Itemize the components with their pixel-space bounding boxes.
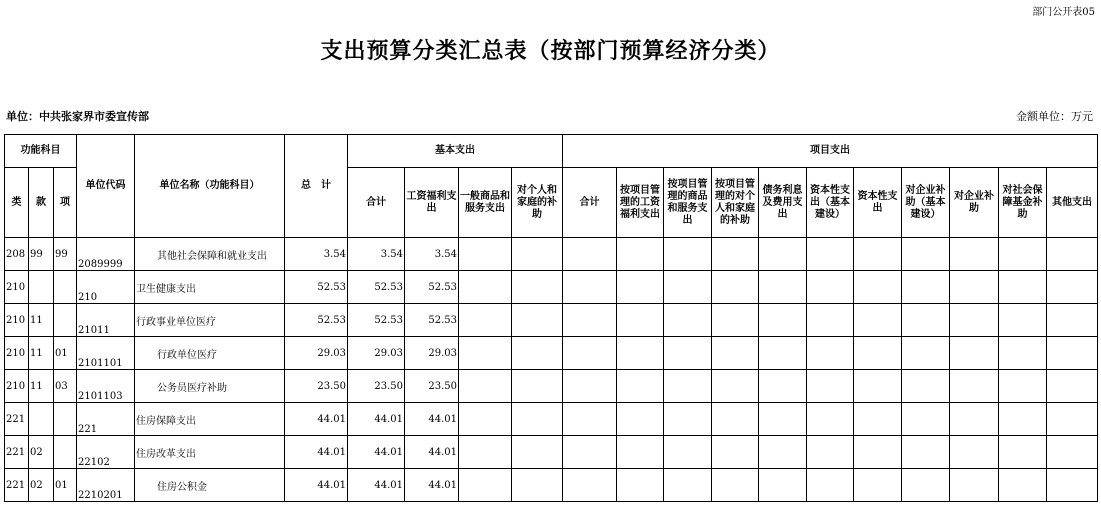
cell-empty [1047,436,1098,469]
cell-lei: 221 [5,436,29,469]
cell-unit-name: 住房保障支出 [135,403,285,436]
cell-empty [617,304,664,337]
cell-empty [854,271,902,304]
cell-empty [563,238,617,271]
group-basic-expense: 基本支出 [348,135,563,168]
cell-empty [854,370,902,403]
cell-kuan: 99 [29,238,54,271]
cell-xiang: 01 [54,469,77,502]
col-basic-subtotal: 合计 [348,168,405,238]
cell-unit-name: 住房改革支出 [135,436,285,469]
cell-empty [807,370,854,403]
cell-empty [902,271,950,304]
cell-empty [512,238,563,271]
cell-empty [807,337,854,370]
cell-unit-name: 其他社会保障和就业支出 [135,238,285,271]
cell-empty [854,469,902,502]
cell-empty [512,370,563,403]
cell-basic-subtotal: 52.53 [348,304,405,337]
cell-empty [759,403,807,436]
cell-empty [950,403,999,436]
cell-empty [459,469,512,502]
cell-unit-code: 2101101 [77,337,135,370]
cell-total: 44.01 [285,436,348,469]
cell-empty [854,238,902,271]
cell-xiang: 99 [54,238,77,271]
cell-unit-name: 公务员医疗补助 [135,370,285,403]
cell-empty [563,403,617,436]
cell-empty [902,370,950,403]
col-basic-wage: 工资福利支出 [405,168,459,238]
table-row [5,337,1098,370]
cell-empty [712,436,759,469]
page-title: 支出预算分类汇总表（按部门预算经济分类） [320,38,781,64]
cell-empty [1047,469,1098,502]
col-proj-goods: 按项目管理的商品和服务支出 [664,168,712,238]
cell-empty [999,271,1047,304]
cell-empty [712,238,759,271]
cell-basic-subtotal: 52.53 [348,271,405,304]
cell-basic-subtotal: 29.03 [348,337,405,370]
cell-empty [664,469,712,502]
col-proj-debt: 债务利息及费用支出 [759,168,807,238]
cell-empty [563,271,617,304]
cell-basic-subtotal: 44.01 [348,436,405,469]
cell-empty [712,271,759,304]
cell-empty [1047,304,1098,337]
cell-basic-subtotal: 3.54 [348,238,405,271]
cell-empty [999,304,1047,337]
col-lei: 类 [5,168,29,238]
cell-empty [617,271,664,304]
table-row [5,403,1098,436]
col-basic-goods: 一般商品和服务支出 [459,168,512,238]
cell-empty [512,304,563,337]
col-basic-personal: 对个人和家庭的补助 [512,168,563,238]
cell-empty [999,436,1047,469]
cell-empty [759,337,807,370]
cell-empty [459,436,512,469]
cell-unit-code: 210 [77,271,135,304]
cell-basic-wage: 44.01 [405,469,459,502]
cell-xiang [54,271,77,304]
cell-empty [854,403,902,436]
cell-empty [902,238,950,271]
group-function-subject: 功能科目 [5,135,77,168]
cell-empty [617,238,664,271]
table-row [5,370,1098,403]
cell-empty [664,370,712,403]
cell-basic-wage: 44.01 [405,436,459,469]
cell-total: 3.54 [285,238,348,271]
budget-table [4,134,1098,502]
cell-empty [563,436,617,469]
cell-total: 44.01 [285,469,348,502]
cell-empty [1047,238,1098,271]
cell-empty [459,271,512,304]
cell-unit-code: 2101103 [77,370,135,403]
col-kuan: 款 [29,168,54,238]
cell-empty [459,370,512,403]
cell-empty [999,469,1047,502]
cell-empty [950,238,999,271]
cell-lei: 210 [5,370,29,403]
cell-empty [712,337,759,370]
col-unit-code: 单位代码 [77,135,135,238]
cell-total: 29.03 [285,337,348,370]
col-total: 总 计 [285,135,348,238]
col-proj-enterprise-capital: 对企业补助（基本建设） [902,168,950,238]
cell-lei: 221 [5,403,29,436]
cell-empty [1047,403,1098,436]
cell-empty [664,304,712,337]
cell-empty [617,469,664,502]
cell-basic-wage: 52.53 [405,271,459,304]
cell-empty [950,370,999,403]
cell-empty [999,238,1047,271]
col-proj-enterprise: 对企业补助 [950,168,999,238]
cell-kuan: 11 [29,304,54,337]
cell-empty [759,436,807,469]
cell-empty [617,436,664,469]
cell-empty [950,469,999,502]
cell-empty [563,337,617,370]
cell-empty [1047,370,1098,403]
col-proj-capital: 资本性支出（基本建设） [807,168,854,238]
cell-empty [664,238,712,271]
cell-empty [617,337,664,370]
cell-empty [459,403,512,436]
header-row-groups [5,135,1098,168]
col-proj-capital2: 资本性支出 [854,168,902,238]
cell-empty [712,370,759,403]
cell-kuan: 11 [29,370,54,403]
cell-empty [664,436,712,469]
cell-empty [512,271,563,304]
table-number-label: 部门公开表05 [1032,7,1095,18]
cell-empty [712,304,759,337]
cell-basic-subtotal: 44.01 [348,469,405,502]
cell-empty [902,436,950,469]
cell-empty [712,469,759,502]
col-proj-other: 其他支出 [1047,168,1098,238]
cell-empty [854,304,902,337]
cell-empty [759,370,807,403]
col-proj-subtotal: 合计 [563,168,617,238]
cell-unit-code: 22102 [77,436,135,469]
cell-total: 23.50 [285,370,348,403]
cell-unit-code: 21011 [77,304,135,337]
cell-kuan [29,271,54,304]
cell-lei: 210 [5,337,29,370]
cell-empty [459,337,512,370]
cell-empty [459,304,512,337]
cell-empty [512,337,563,370]
cell-xiang [54,403,77,436]
col-proj-social: 对社会保障基金补助 [999,168,1047,238]
cell-empty [563,304,617,337]
cell-basic-subtotal: 44.01 [348,403,405,436]
cell-empty [950,436,999,469]
cell-empty [759,271,807,304]
cell-empty [512,403,563,436]
cell-empty [999,370,1047,403]
cell-empty [1047,271,1098,304]
cell-empty [950,337,999,370]
cell-unit-name: 行政单位医疗 [135,337,285,370]
cell-empty [1047,337,1098,370]
cell-empty [807,436,854,469]
table-row [5,271,1098,304]
cell-xiang: 01 [54,337,77,370]
money-unit-label: 金额单位：万元 [1016,110,1093,123]
cell-basic-wage: 23.50 [405,370,459,403]
cell-basic-wage: 29.03 [405,337,459,370]
cell-empty [617,403,664,436]
cell-total: 44.01 [285,403,348,436]
cell-empty [664,271,712,304]
table-row [5,469,1098,502]
cell-empty [902,469,950,502]
cell-empty [617,370,664,403]
cell-unit-name: 卫生健康支出 [135,271,285,304]
col-unit-name: 单位名称（功能科目） [135,135,285,238]
cell-empty [512,436,563,469]
cell-lei: 221 [5,469,29,502]
cell-empty [759,304,807,337]
table-body [5,238,1098,502]
cell-empty [664,337,712,370]
cell-kuan: 02 [29,436,54,469]
cell-unit-code: 221 [77,403,135,436]
cell-lei: 210 [5,271,29,304]
cell-empty [854,337,902,370]
cell-total: 52.53 [285,271,348,304]
cell-empty [759,469,807,502]
cell-empty [807,403,854,436]
cell-xiang: 03 [54,370,77,403]
table-row [5,304,1098,337]
col-proj-wage: 按项目管理的工资福利支出 [617,168,664,238]
cell-xiang [54,436,77,469]
cell-kuan: 02 [29,469,54,502]
cell-empty [459,238,512,271]
cell-empty [999,403,1047,436]
cell-basic-wage: 52.53 [405,304,459,337]
cell-lei: 210 [5,304,29,337]
cell-empty [854,436,902,469]
cell-unit-code: 2089999 [77,238,135,271]
cell-empty [563,370,617,403]
table-row [5,238,1098,271]
cell-empty [902,304,950,337]
cell-empty [807,304,854,337]
cell-basic-wage: 44.01 [405,403,459,436]
group-project-expense: 项目支出 [563,135,1098,168]
cell-unit-name: 行政事业单位医疗 [135,304,285,337]
cell-empty [712,403,759,436]
cell-basic-subtotal: 23.50 [348,370,405,403]
table-row [5,436,1098,469]
cell-xiang [54,304,77,337]
col-xiang: 项 [54,168,77,238]
cell-empty [807,469,854,502]
cell-total: 52.53 [285,304,348,337]
cell-empty [999,337,1047,370]
cell-empty [902,403,950,436]
cell-unit-name: 住房公积金 [135,469,285,502]
cell-lei: 208 [5,238,29,271]
cell-empty [807,238,854,271]
col-proj-personal: 按项目管理的对个人和家庭的补助 [712,168,759,238]
cell-empty [950,304,999,337]
cell-empty [563,469,617,502]
cell-empty [807,271,854,304]
cell-empty [664,403,712,436]
cell-unit-code: 2210201 [77,469,135,502]
cell-empty [512,469,563,502]
cell-basic-wage: 3.54 [405,238,459,271]
cell-kuan [29,403,54,436]
cell-empty [759,238,807,271]
cell-empty [902,337,950,370]
unit-label: 单位：中共张家界市委宣传部 [6,110,149,123]
cell-kuan: 11 [29,337,54,370]
cell-empty [950,271,999,304]
